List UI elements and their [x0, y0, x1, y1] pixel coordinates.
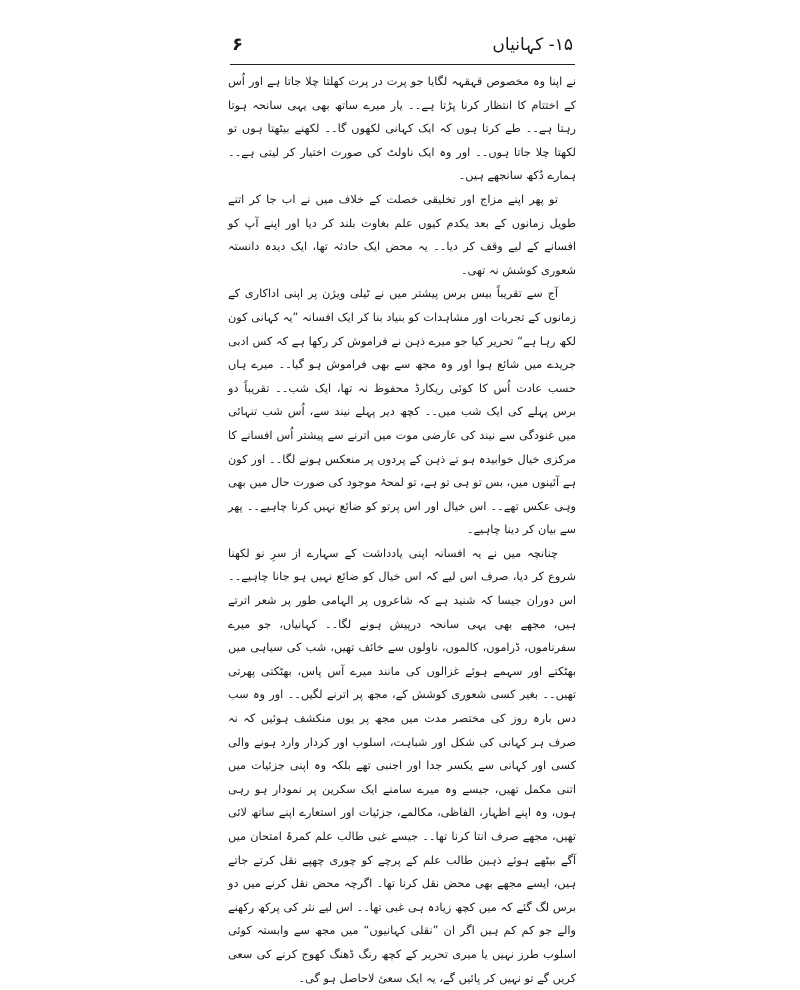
paragraph: آج سے تقریباً بیس برس پیشتر میں نے ٹیلی ویژن پر اپنی اداکاری کے زمانوں کے تجربات اور مشاہدات کو بنیاد بنا کر ایک افسانہ ”یہ کہانی کون لکھ رہا ہے“ تحریر کیا جو میرے ذہن نے فراموش کر رکھا ہے کہ کس ادبی جریدے میں شائع ہوا اور وہ مجھ سے بھی فراموش ہو گیا۔۔ میرے ہاں حسب عادت اُس کا کوئی ریکارڈ محفوظ نہ تھا، ایک شب۔۔ تقریباً دو برس پہلے کی ایک شب میں۔۔ کچھ دیر پہلے نیند سے، اُس شب تنہائی میں غنودگی سے نیند کی عارضی موت میں اترنے سے پیشتر اُس افسانے کا مرکزی خیال خوابیدہ ہو تے ذہن کے پردوں پر منعکس ہونے لگا۔۔ اور کون ہے آئینوں میں، بس تو ہی تو ہے، تو لمحۂ موجود کی صورت حال میں بھی وہی عکس تھے۔۔ اس خیال اور اس پرتو کو ضائع نہیں کرنا چاہیے۔۔ پھر سے بیان کر دینا چاہیے۔ — [228, 287, 576, 537]
running-head: ۱۵- کہانیاں — [492, 35, 573, 55]
body-text — [228, 70, 576, 990]
page-number: ۶ — [232, 34, 243, 55]
paragraph: تو پھر اپنے مزاج اور تخلیقی خصلت کے خلاف میں نے اب جا کر اتنے طویل زمانوں کے بعد یکدم کیوں علم بغاوت بلند کر دیا اور اپنے آپ کو افسانے کے لیے وقف کر دیا۔۔ یہ محض ایک حادثہ تھا، ایک دیدہ دانستہ شعوری کوشش نہ تھی۔ — [228, 192, 576, 277]
paragraph: چنانچہ میں نے یہ افسانہ اپنی یادداشت کے سہارے از سرِ نو لکھنا شروع کر دیا، صرف اس لیے کہ اس خیال کو ضائع نہیں ہو جانا چاہیے۔۔ اس دوران جیسا کہ شنید ہے کہ شاعروں پر الہامی طور پر شعر اترتے ہیں، مجھے بھی یہی سانحہ درپیش ہونے لگا۔۔ کہانیاں، جو میرے سفرناموں، ڈراموں، کالموں، ناولوں سے خائف تھیں، شب کی سیاہی میں بھٹکتے اور سہمے ہوئے غزالوں کی مانند میرے آس پاس، بھٹکتی پھرتی تھیں۔۔ بغیر کسی شعوری کوشش کے، مجھ پر اترنے لگیں۔۔ اور وہ سب دس بارہ روز کی مختصر مدت میں مجھ پر یوں منکشف ہوئیں کہ نہ صرف ہر کہانی کی شکل اور شباہت، اسلوب اور کردار وارد ہونے والی کسی اور کہانی سے یکسر جدا اور اجنبی تھے بلکہ وہ اپنی جزئیات میں اتنی مکمل تھیں، جیسے وہ میرے سامنے ایک سکرین پر نمودار ہو رہی ہوں، وہ اپنے اظہار، الفاظی، مکالمے، جزئیات اور استعارے اپنے ساتھ لائی تھیں، مجھے صرف انتا کرنا تھا۔۔ جیسے غبی طالب علم کمرۂ امتحان میں آگے بیٹھے ہوئے ذہین طالب علم کے پرچے کو چوری چھپے نقل کرتے جاتے ہیں، ایسے مجھے بھی محض نقل کرنا تھا۔ اگرچہ محض نقل کرنے میں دو برس لگ گئے کہ میں کچھ زیادہ ہی غبی تھا۔۔ اس لیے نثر کی پرکھ رکھنے والے جو کم کم ہیں اگر ان ”نقلی کہانیوں“ میں مجھ سے وابستہ کوئی اسلوب طرز نہیں یا میری تحریر کے کچھ رنگ ڈھنگ کھوج کرنے کی سعی کریں گے تو نہیں کر پائیں گے، یہ ایک سعیٔ لاحاصل ہو گی۔ — [228, 546, 576, 985]
paragraph: نے اپنا وہ مخصوص قہقہہ لگایا جو پرت در پرت کھلتا چلا جاتا ہے اور اُس کے اختتام کا انتظار کرنا پڑتا ہے۔۔ یار میرے ساتھ بھی یہی سانحہ ہوتا رہتا ہے۔۔ طے کرتا ہوں کہ ایک کہانی لکھوں گا۔۔ لکھنے بیٹھتا ہوں تو لکھتا چلا جاتا ہوں۔۔ اور وہ ایک ناولٹ کی صورت اختیار کر لیتی ہے۔۔ ہمارے دُکھ سانجھے ہیں۔ — [228, 75, 576, 183]
page-header — [230, 30, 575, 65]
